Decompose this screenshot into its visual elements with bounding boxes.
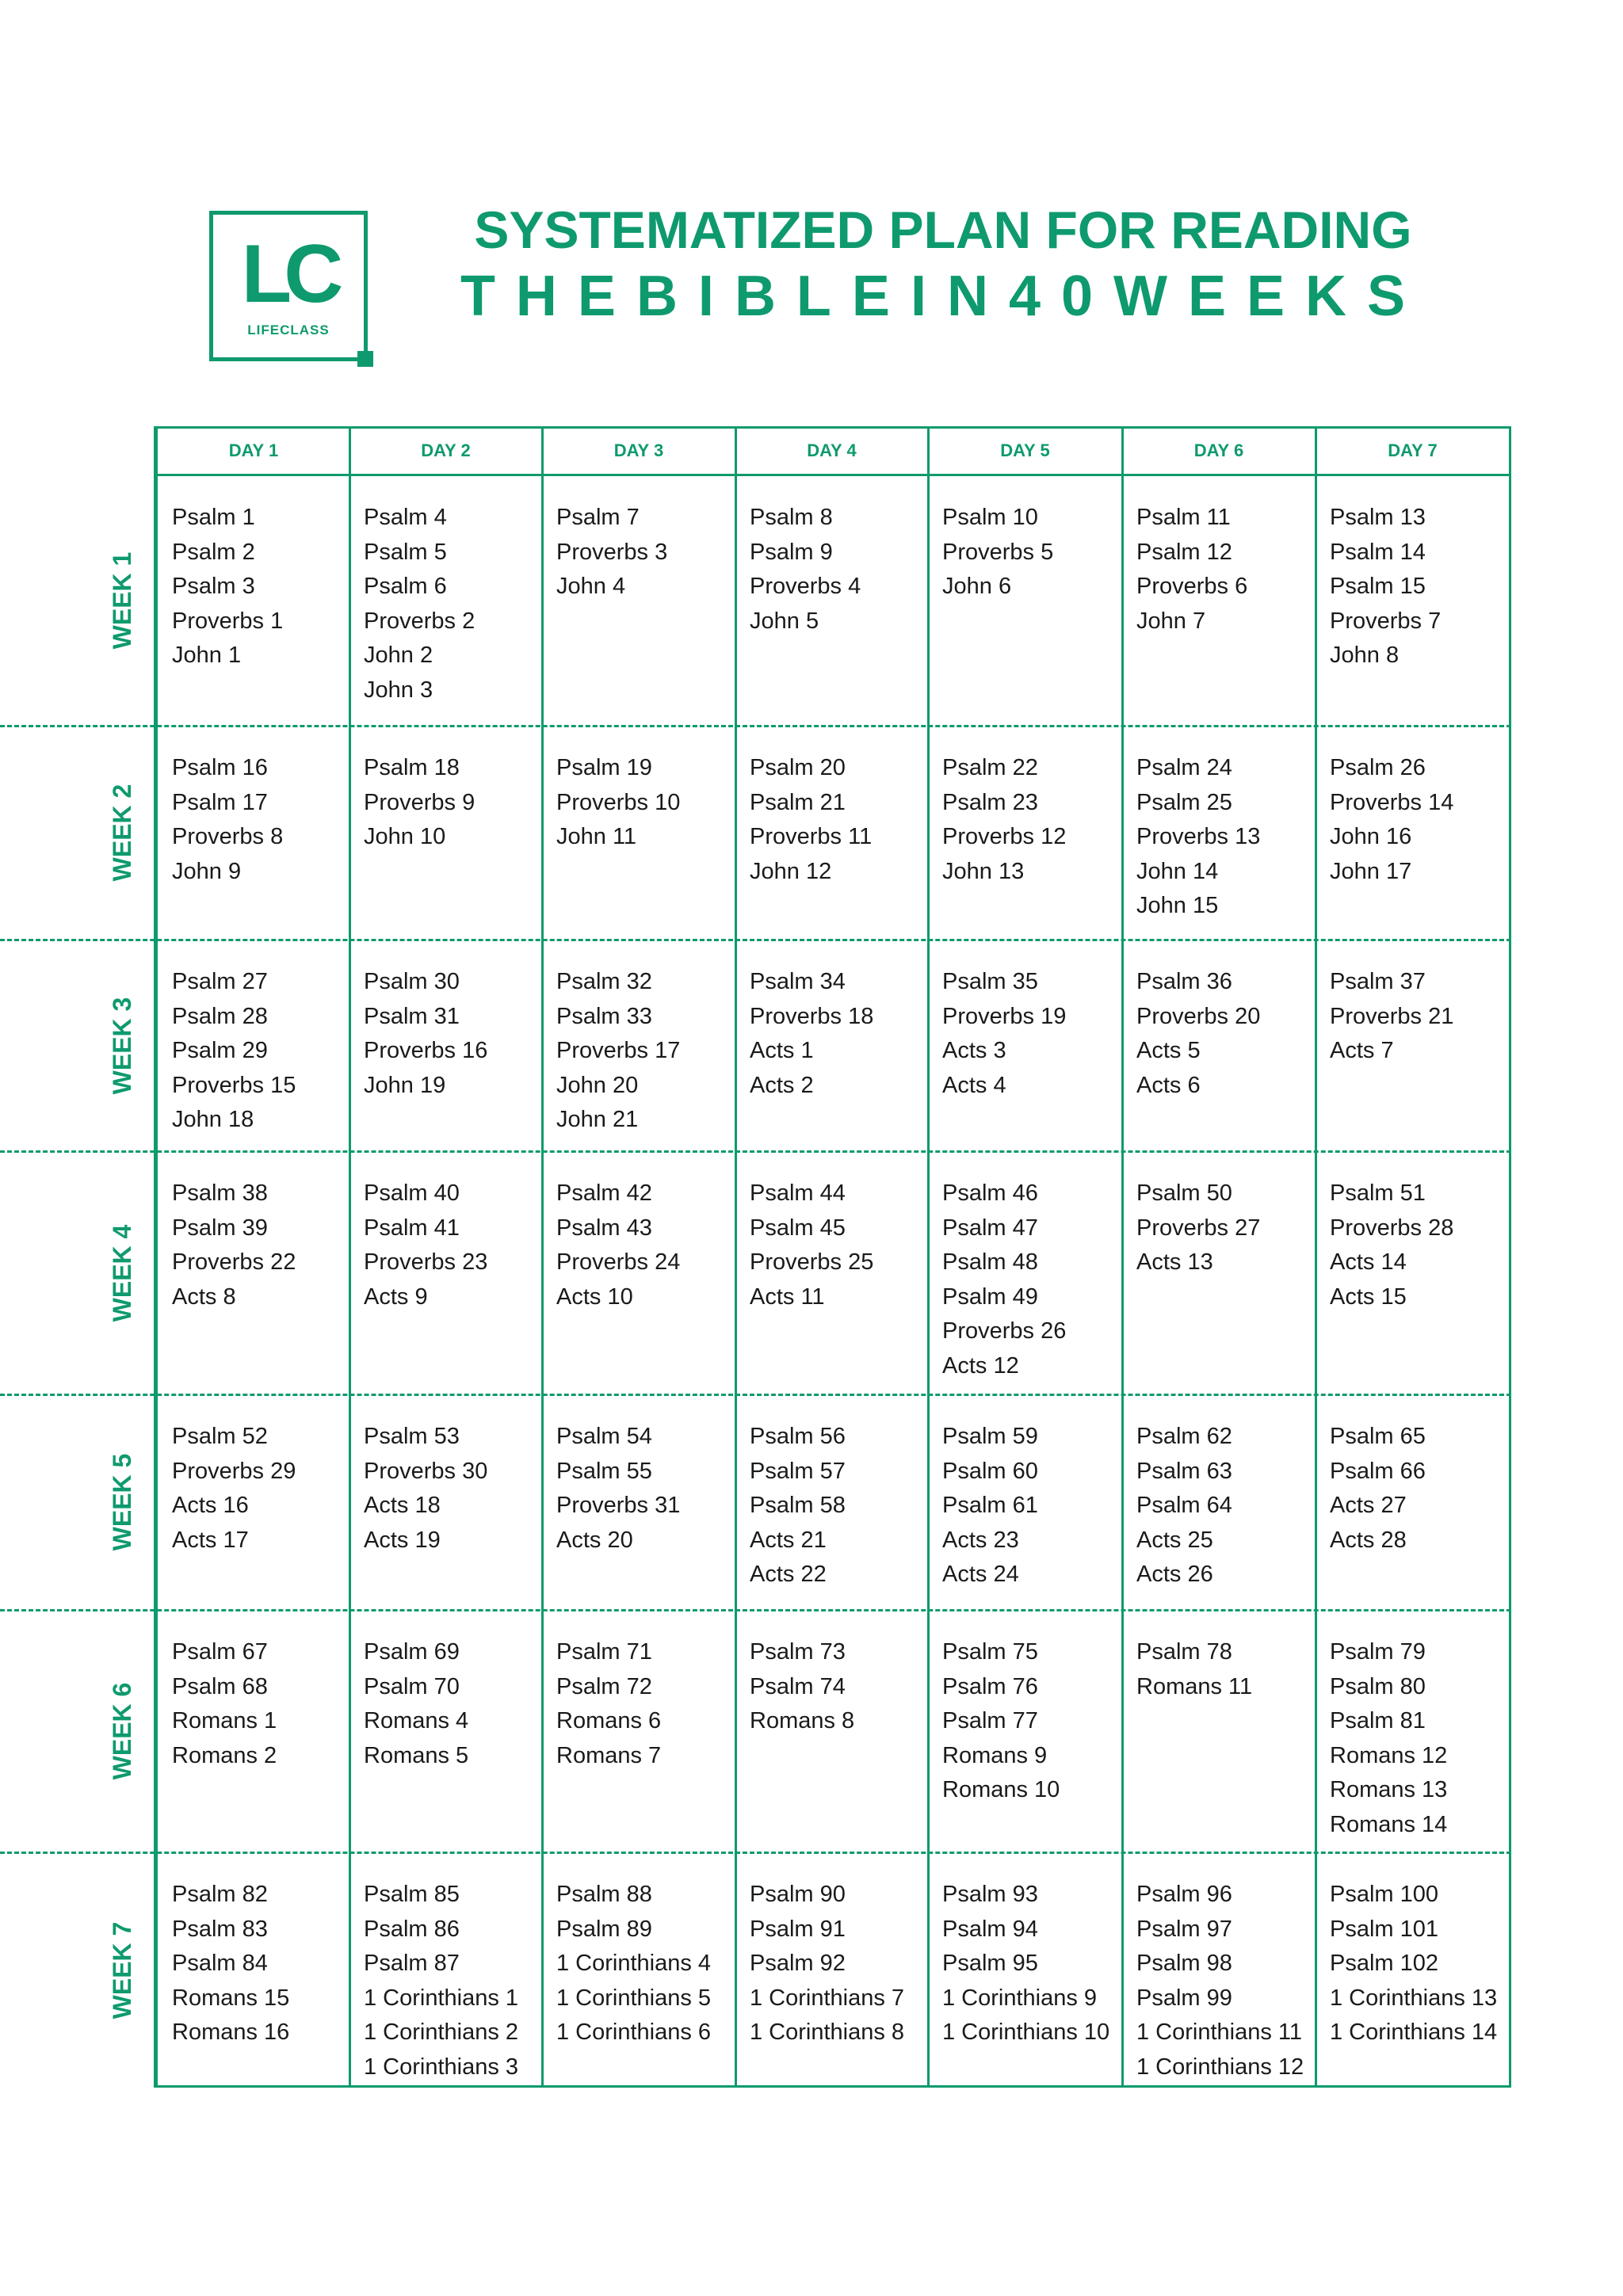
reading-item: Romans 8 (750, 1708, 855, 1733)
reading-cell (942, 1878, 1109, 2050)
reading-item: John 8 (1330, 643, 1400, 668)
reading-item: Acts 6 (1136, 1072, 1201, 1098)
reading-item: Psalm 44 (750, 1180, 846, 1206)
reading-cell (172, 501, 283, 673)
reading-item: Romans 13 (1330, 1777, 1448, 1802)
reading-item: Psalm 56 (750, 1424, 846, 1449)
reading-item: Psalm 22 (942, 755, 1038, 780)
reading-item: Proverbs 13 (1136, 824, 1261, 849)
reading-item: Psalm 61 (942, 1493, 1038, 1518)
reading-item: Psalm 39 (172, 1215, 268, 1241)
reading-item: 1 Corinthians 8 (750, 2019, 905, 2045)
reading-item: Psalm 99 (1136, 1985, 1232, 2011)
day-header: DAY 1 (228, 441, 279, 460)
reading-item: Psalm 72 (556, 1673, 652, 1699)
reading-item: John 14 (1136, 858, 1219, 884)
reading-item: Psalm 21 (750, 789, 846, 815)
reading-item: Psalm 43 (556, 1215, 652, 1241)
reading-item: John 18 (172, 1107, 254, 1132)
reading-item: Acts 18 (364, 1493, 441, 1518)
reading-item: Psalm 97 (1136, 1916, 1232, 1942)
week-label: WEEK 3 (108, 997, 136, 1094)
reading-item: Psalm 41 (364, 1215, 460, 1241)
reading-item: 1 Corinthians 12 (1136, 2054, 1304, 2080)
table-bottom-rule (158, 2085, 1511, 2088)
reading-cell (1330, 1177, 1453, 1314)
reading-item: Acts 17 (172, 1527, 249, 1553)
reading-cell (1330, 501, 1441, 673)
reading-item: Proverbs 5 (942, 539, 1054, 565)
column-divider (927, 426, 930, 2088)
reading-item: Psalm 96 (1136, 1882, 1232, 1907)
reading-item: Proverbs 26 (942, 1318, 1067, 1344)
week-separator (0, 1394, 1511, 1396)
reading-cell (1136, 1878, 1304, 2084)
reading-item: Acts 2 (750, 1072, 814, 1098)
reading-item: Psalm 101 (1330, 1916, 1439, 1942)
reading-item: John 19 (364, 1072, 446, 1098)
reading-item: Psalm 7 (556, 505, 640, 530)
reading-item: John 6 (942, 574, 1012, 599)
reading-item: Psalm 6 (364, 574, 447, 599)
reading-cell (556, 751, 680, 855)
reading-item: John 11 (556, 824, 637, 849)
week-label: WEEK 4 (108, 1224, 136, 1322)
week-label: WEEK 5 (108, 1453, 136, 1551)
reading-item: Psalm 9 (750, 539, 833, 565)
reading-item: John 2 (364, 643, 433, 668)
reading-item: 1 Corinthians 3 (364, 2054, 519, 2080)
reading-item: Psalm 65 (1330, 1424, 1426, 1449)
reading-item: Psalm 40 (364, 1180, 460, 1206)
week-label: WEEK 2 (108, 784, 136, 882)
reading-item: 1 Corinthians 7 (750, 1985, 905, 2011)
reading-cell (556, 1878, 711, 2050)
reading-cell (1136, 965, 1260, 1103)
reading-item: Proverbs 16 (364, 1038, 488, 1063)
reading-cell (556, 1420, 680, 1558)
reading-item: Psalm 27 (172, 969, 268, 994)
reading-item: Psalm 63 (1136, 1458, 1232, 1484)
reading-cell (942, 1635, 1060, 1808)
reading-cell (364, 1420, 487, 1558)
reading-item: Psalm 92 (750, 1951, 846, 1976)
reading-item: Psalm 60 (942, 1458, 1038, 1484)
reading-item: Psalm 58 (750, 1493, 846, 1518)
reading-item: 1 Corinthians 5 (556, 1985, 712, 2011)
reading-cell (750, 1420, 846, 1592)
week-separator (0, 1150, 1511, 1153)
reading-item: Romans 15 (172, 1985, 290, 2011)
reading-item: Proverbs 12 (942, 824, 1067, 849)
reading-item: Psalm 85 (364, 1882, 460, 1907)
reading-item: Acts 15 (1330, 1283, 1407, 1310)
reading-item: Acts 13 (1136, 1249, 1213, 1275)
reading-item: Psalm 52 (172, 1424, 268, 1449)
reading-item: Psalm 37 (1330, 969, 1426, 994)
reading-item: Proverbs 1 (172, 608, 284, 634)
reading-item: Psalm 42 (556, 1180, 652, 1206)
reading-item: Psalm 66 (1330, 1458, 1426, 1484)
reading-item: John 9 (172, 858, 242, 884)
reading-cell (750, 1177, 873, 1314)
reading-item: Acts 4 (942, 1072, 1006, 1098)
reading-item: 1 Corinthians 11 (1136, 2019, 1303, 2045)
reading-item: John 16 (1330, 824, 1412, 849)
reading-cell (750, 1635, 854, 1739)
reading-item: John 21 (556, 1107, 639, 1132)
reading-item: John 5 (750, 608, 819, 634)
reading-item: Romans 12 (1330, 1742, 1448, 1768)
reading-item: Romans 4 (364, 1708, 469, 1733)
reading-item: Proverbs 28 (1330, 1215, 1454, 1241)
day-header: DAY 7 (1388, 441, 1438, 460)
reading-item: Psalm 70 (364, 1673, 460, 1699)
reading-item: Psalm 28 (172, 1003, 268, 1029)
reading-item: Psalm 3 (172, 574, 255, 599)
reading-cell (942, 1177, 1066, 1383)
reading-cell (364, 1635, 468, 1773)
reading-item: Psalm 51 (1330, 1180, 1426, 1206)
reading-item: Psalm 91 (750, 1916, 846, 1942)
reading-item: Romans 9 (942, 1742, 1048, 1768)
page-subtitle: THEBIBLEIN40WEEKS (460, 265, 1426, 328)
reading-item: Psalm 98 (1136, 1951, 1232, 1976)
reading-item: Psalm 102 (1330, 1951, 1439, 1976)
reading-item: Romans 10 (942, 1777, 1060, 1802)
page-title: SYSTEMATIZED PLAN FOR READING (474, 200, 1412, 259)
reading-item: Proverbs 30 (364, 1458, 488, 1484)
reading-cell (172, 1420, 296, 1558)
reading-cell (364, 751, 475, 855)
reading-item: Psalm 93 (942, 1882, 1038, 1907)
reading-item: Psalm 12 (1136, 539, 1232, 565)
reading-item: Acts 16 (172, 1493, 249, 1518)
reading-item: John 12 (750, 858, 832, 884)
reading-item: Psalm 47 (942, 1215, 1038, 1241)
reading-item: Acts 24 (942, 1562, 1019, 1587)
reading-item: 1 Corinthians 9 (942, 1985, 1098, 2011)
reading-item: Psalm 59 (942, 1424, 1038, 1449)
logo-name: LIFECLASS (247, 322, 330, 338)
reading-cell (364, 965, 487, 1103)
reading-item: Proverbs 17 (556, 1038, 681, 1063)
reading-item: Psalm 1 (172, 505, 255, 530)
reading-item: 1 Corinthians 13 (1330, 1985, 1498, 2011)
reading-item: Romans 7 (556, 1742, 662, 1768)
reading-item: Proverbs 24 (556, 1249, 681, 1275)
reading-item: Acts 1 (750, 1038, 814, 1063)
reading-item: Acts 23 (942, 1527, 1019, 1553)
reading-item: Psalm 5 (364, 539, 447, 565)
reading-item: 1 Corinthians 6 (556, 2019, 712, 2045)
reading-cell (1330, 965, 1453, 1069)
reading-item: Psalm 15 (1330, 574, 1426, 599)
reading-item: Psalm 26 (1330, 755, 1426, 780)
reading-cell (750, 1878, 904, 2050)
reading-item: Acts 12 (942, 1352, 1019, 1379)
reading-cell (556, 1635, 661, 1773)
lifeclass-logo (209, 211, 368, 361)
reading-item: Psalm 88 (556, 1882, 652, 1907)
reading-item: Psalm 25 (1136, 789, 1232, 815)
reading-item: Proverbs 6 (1136, 574, 1248, 599)
reading-item: Romans 1 (172, 1708, 277, 1733)
reading-item: Romans 5 (364, 1742, 469, 1768)
reading-item: Proverbs 11 (750, 824, 873, 849)
reading-item: Proverbs 21 (1330, 1003, 1454, 1029)
reading-cell (1136, 751, 1260, 924)
reading-item: Psalm 50 (1136, 1180, 1232, 1206)
reading-item: Proverbs 29 (172, 1458, 296, 1484)
reading-item: Psalm 62 (1136, 1424, 1232, 1449)
reading-item: Proverbs 15 (172, 1072, 296, 1098)
reading-item: 1 Corinthians 10 (942, 2019, 1110, 2045)
reading-item: Acts 28 (1330, 1527, 1407, 1553)
reading-item: Acts 5 (1136, 1038, 1201, 1063)
reading-item: Acts 8 (172, 1283, 236, 1310)
reading-cell (942, 1420, 1038, 1592)
reading-item: Psalm 79 (1330, 1639, 1426, 1665)
reading-cell (1330, 751, 1453, 889)
column-divider (1509, 426, 1511, 2088)
reading-item: Psalm 24 (1136, 755, 1232, 780)
reading-item: Romans 11 (1136, 1673, 1253, 1699)
reading-item: Psalm 55 (556, 1458, 652, 1484)
reading-item: Acts 11 (750, 1283, 825, 1310)
reading-cell (172, 751, 283, 889)
reading-item: Proverbs 7 (1330, 608, 1442, 634)
reading-item: Romans 16 (172, 2019, 290, 2045)
reading-item: Psalm 34 (750, 969, 846, 994)
reading-item: Proverbs 31 (556, 1493, 681, 1518)
reading-item: John 7 (1136, 608, 1206, 634)
reading-item: John 1 (172, 643, 242, 668)
reading-item: Proverbs 8 (172, 824, 284, 849)
reading-item: Proverbs 2 (364, 608, 475, 634)
reading-item: Psalm 69 (364, 1639, 460, 1665)
reading-cell (942, 751, 1066, 889)
logo-letters: LC (241, 228, 336, 320)
reading-item: Psalm 20 (750, 755, 846, 780)
reading-item: John 10 (364, 824, 446, 849)
reading-item: Psalm 8 (750, 505, 833, 530)
reading-item: Psalm 45 (750, 1215, 846, 1241)
reading-item: Proverbs 20 (1136, 1003, 1261, 1029)
reading-item: Acts 19 (364, 1527, 441, 1553)
reading-cell (750, 965, 873, 1103)
week-separator (0, 939, 1511, 941)
reading-item: Romans 6 (556, 1708, 662, 1733)
reading-item: Psalm 81 (1330, 1708, 1426, 1733)
reading-item: Psalm 68 (172, 1673, 268, 1699)
reading-cell (1136, 1635, 1252, 1704)
reading-cell (1330, 1878, 1497, 2050)
reading-item: Psalm 11 (1136, 505, 1231, 530)
reading-item: Psalm 23 (942, 789, 1038, 815)
reading-item: Romans 2 (172, 1742, 277, 1768)
reading-item: Psalm 17 (172, 789, 268, 815)
reading-item: Psalm 46 (942, 1180, 1038, 1206)
day-header: DAY 6 (1193, 441, 1244, 460)
reading-cell (556, 501, 667, 605)
reading-item: Psalm 64 (1136, 1493, 1232, 1518)
reading-item: Proverbs 18 (750, 1003, 874, 1029)
reading-item: John 3 (364, 677, 433, 703)
reading-item: Romans 14 (1330, 1811, 1448, 1837)
reading-plan-table (108, 426, 1512, 2088)
reading-item: Psalm 74 (750, 1673, 846, 1699)
reading-item: Psalm 100 (1330, 1882, 1439, 1907)
reading-item: Psalm 76 (942, 1673, 1038, 1699)
reading-cell (172, 965, 296, 1138)
reading-item: Psalm 33 (556, 1003, 652, 1029)
reading-item: Psalm 57 (750, 1458, 846, 1484)
reading-cell (1136, 1177, 1260, 1280)
reading-item: Psalm 75 (942, 1639, 1038, 1665)
reading-item: Acts 10 (556, 1283, 633, 1310)
reading-cell (942, 965, 1066, 1103)
reading-item: Acts 14 (1330, 1249, 1407, 1275)
day-header: DAY 2 (421, 441, 471, 460)
reading-item: Proverbs 9 (364, 789, 475, 815)
week-label: WEEK 7 (108, 1921, 136, 2019)
reading-item: 1 Corinthians 4 (556, 1951, 712, 1976)
week-label: WEEK 1 (108, 551, 136, 650)
reading-item: Psalm 49 (942, 1283, 1038, 1310)
reading-item: Psalm 95 (942, 1951, 1038, 1976)
column-divider (1121, 426, 1124, 2088)
reading-item: Proverbs 23 (364, 1249, 488, 1275)
reading-item: Psalm 54 (556, 1424, 652, 1449)
reading-item: Psalm 13 (1330, 505, 1426, 530)
reading-item: Psalm 19 (556, 755, 652, 780)
reading-item: Psalm 14 (1330, 539, 1426, 565)
reading-item: John 4 (556, 574, 626, 599)
reading-cell (942, 501, 1053, 605)
reading-cell (750, 501, 861, 639)
reading-item: Psalm 80 (1330, 1673, 1426, 1699)
reading-cell (556, 1177, 680, 1314)
day-header: DAY 3 (613, 441, 664, 460)
reading-item: Psalm 10 (942, 505, 1038, 530)
reading-item: Acts 21 (750, 1527, 827, 1553)
reading-item: Proverbs 14 (1330, 789, 1454, 815)
week-separator (0, 1852, 1511, 1854)
column-divider (735, 426, 737, 2088)
reading-cell (750, 751, 872, 889)
reading-item: Psalm 90 (750, 1882, 846, 1907)
reading-item: John 15 (1136, 893, 1219, 918)
reading-item: Psalm 87 (364, 1951, 460, 1976)
reading-cell (1330, 1635, 1447, 1842)
reading-item: Psalm 84 (172, 1951, 268, 1976)
reading-item: Psalm 36 (1136, 969, 1232, 994)
reading-cell (172, 1635, 277, 1773)
reading-cell (364, 501, 475, 707)
reading-item: Proverbs 27 (1136, 1215, 1261, 1241)
table-left-rule (154, 426, 158, 2088)
reading-item: Acts 27 (1330, 1493, 1407, 1518)
reading-item: 1 Corinthians 2 (364, 2019, 519, 2045)
reading-item: Psalm 53 (364, 1424, 460, 1449)
reading-item: Psalm 71 (556, 1639, 652, 1665)
reading-item: Proverbs 10 (556, 789, 681, 815)
week-separator (0, 725, 1511, 727)
reading-item: John 13 (942, 858, 1025, 884)
week-separator (0, 1609, 1511, 1611)
column-divider (1315, 426, 1317, 2088)
reading-cell (364, 1177, 487, 1314)
reading-cell (172, 1177, 296, 1314)
reading-item: Acts 3 (942, 1038, 1006, 1063)
reading-item: Psalm 82 (172, 1882, 268, 1907)
reading-item: Psalm 35 (942, 969, 1038, 994)
reading-item: Psalm 30 (364, 969, 460, 994)
reading-item: Proverbs 25 (750, 1249, 874, 1275)
reading-item: Psalm 73 (750, 1639, 846, 1665)
reading-cell (1330, 1420, 1426, 1558)
reading-item: Proverbs 19 (942, 1003, 1067, 1029)
reading-item: Psalm 77 (942, 1708, 1038, 1733)
day-header: DAY 4 (807, 441, 857, 460)
column-divider (349, 426, 351, 2088)
reading-item: Psalm 67 (172, 1639, 268, 1665)
reading-item: Psalm 86 (364, 1916, 460, 1942)
reading-cell (364, 1878, 518, 2084)
reading-item: Psalm 94 (942, 1916, 1038, 1942)
reading-item: Acts 22 (750, 1562, 827, 1587)
reading-item: John 17 (1330, 858, 1412, 884)
reading-item: Psalm 83 (172, 1916, 268, 1942)
reading-item: Acts 9 (364, 1283, 428, 1310)
reading-item: 1 Corinthians 14 (1330, 2019, 1498, 2045)
reading-item: Psalm 48 (942, 1249, 1038, 1275)
reading-item: Psalm 29 (172, 1038, 268, 1063)
reading-item: Psalm 38 (172, 1180, 268, 1206)
reading-cell (556, 965, 680, 1138)
reading-item: Acts 25 (1136, 1527, 1213, 1553)
reading-cell (1136, 501, 1247, 639)
reading-item: Psalm 2 (172, 539, 255, 565)
reading-item: Acts 7 (1330, 1038, 1394, 1063)
reading-cell (1136, 1420, 1232, 1592)
reading-item: 1 Corinthians 1 (364, 1985, 519, 2011)
reading-item: Proverbs 22 (172, 1249, 296, 1275)
reading-cell (172, 1878, 289, 2050)
reading-item: Acts 26 (1136, 1562, 1213, 1587)
week-label: WEEK 6 (108, 1682, 136, 1780)
reading-item: Acts 20 (556, 1527, 633, 1553)
reading-item: Psalm 31 (364, 1003, 460, 1029)
reading-item: Psalm 32 (556, 969, 652, 994)
reading-item: John 20 (556, 1072, 639, 1098)
reading-item: Psalm 4 (364, 505, 447, 530)
column-divider (541, 426, 544, 2088)
reading-item: Proverbs 4 (750, 574, 861, 599)
reading-item: Psalm 78 (1136, 1639, 1232, 1665)
day-header: DAY 5 (1000, 441, 1050, 460)
reading-item: Psalm 89 (556, 1916, 652, 1942)
reading-item: Psalm 16 (172, 755, 268, 780)
reading-item: Proverbs 3 (556, 539, 668, 565)
reading-item: Psalm 18 (364, 755, 460, 780)
